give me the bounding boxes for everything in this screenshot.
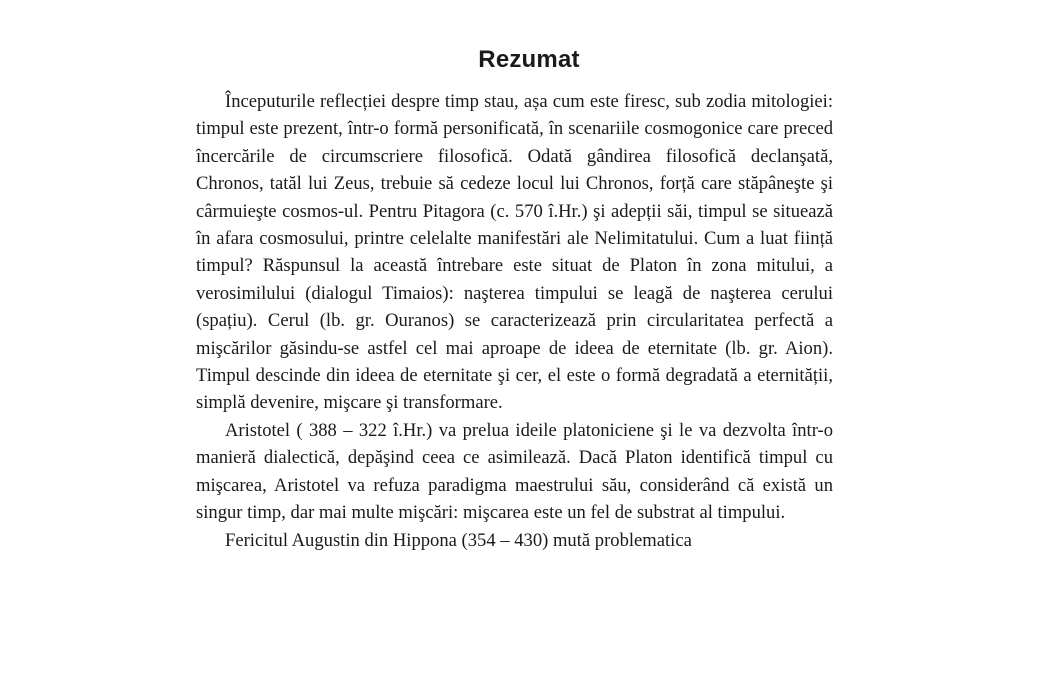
page-title: Rezumat <box>478 46 580 74</box>
abstract-body <box>196 88 833 554</box>
paragraph-2: Aristotel ( 388 – 322 î.Hr.) va prelua ideile platoniciene şi le va dezvolta într-o manieră dialectică, depăşind ceea ce asimilează. Dacă Platon identifică timpul cu mişcarea, Aristotel va refuza paradigma maestrului său, considerând că există un singur timp, dar mai multe mişcări: mişcarea este un fel de substrat al timpului. <box>196 419 833 524</box>
paragraph-3: Fericitul Augustin din Hippona (354 – 430) mută problematica <box>225 529 692 551</box>
paragraph-1: Începuturile reflecției despre timp stau, așa cum este firesc, sub zodia mitologiei: timpul este prezent, într-o formă personificată, în scenariile cosmogonice care preced încercările de circumscriere filosofică. Odată gândirea filosofică declanşată, Chronos, tatăl lui Zeus, trebuie să cedeze locul lui Chronos, forță care stăpâneşte şi cârmuieşte cosmos-ul. Pentru Pitagora (c. 570 î.Hr.) şi adepții săi, timpul se situează în afara cosmosului, printre celelalte manifestări ale Nelimitatului. Cum a luat ființă timpul? Răspunsul la această întrebare este situat de Platon în zona mitului, a verosimilului (dialogul Timaios): naşterea timpului se leagă de naşterea cerului (spațiu). Cerul (lb. gr. Ouranos) se caracterizează prin circularitatea perfectă a mişcărilor găsindu-se astfel cel mai aproape de ideea de eternitate (lb. gr. Aion). Timpul descinde din ideea de eternitate şi cer, el este o formă degradată a eternității, simplă devenire, mişcare şi transformare. <box>196 91 833 414</box>
